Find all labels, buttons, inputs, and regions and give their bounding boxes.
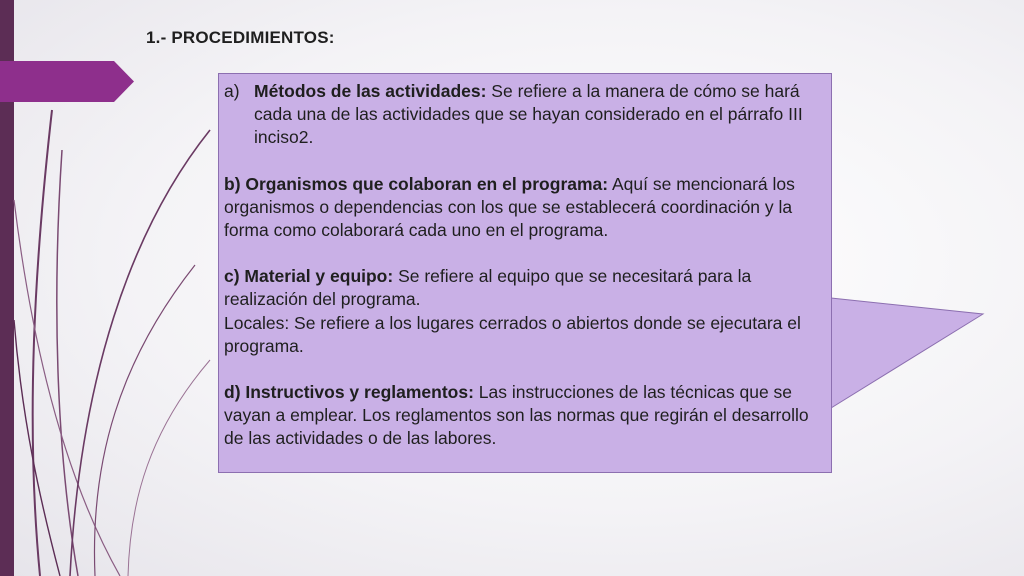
item-c-heading: c) Material y equipo: bbox=[224, 266, 394, 287]
item-a-text: Se refiere a la manera de cómo se hará cada una de las actividades que se hayan considerado en el párrafo III inciso2. bbox=[254, 81, 803, 148]
slide-title: 1.- PROCEDIMIENTOS: bbox=[146, 28, 335, 47]
item-methods bbox=[224, 80, 828, 150]
item-organisms bbox=[224, 173, 828, 243]
item-d-heading: d) Instructivos y reglamentos: bbox=[224, 382, 474, 403]
item-instructivos bbox=[224, 381, 828, 451]
item-b-heading: b) Organismos que colaboran en el programa: bbox=[224, 173, 609, 194]
item-d-text: Las instrucciones de las técnicas que se vayan a emplear. Los reglamentos son las normas que regirán el desarrollo de las actividades o de las labores. bbox=[224, 382, 809, 449]
item-a-marker: a) bbox=[224, 81, 240, 101]
item-c-text: Se refiere al equipo que se necesitará para la realización del programa. bbox=[224, 266, 752, 310]
item-locales: Locales: Se refiere a los lugares cerrados o abiertos donde se ejecutara el programa. bbox=[224, 312, 801, 356]
item-material bbox=[224, 265, 828, 311]
callout-content bbox=[224, 80, 828, 451]
item-a-heading: Métodos de las actividades: bbox=[254, 81, 487, 101]
item-b-text: Aquí se mencionará los organismos o dependencias con los que se establecerá coordinación y la forma como colaborará cada uno en el programa. bbox=[224, 173, 795, 241]
